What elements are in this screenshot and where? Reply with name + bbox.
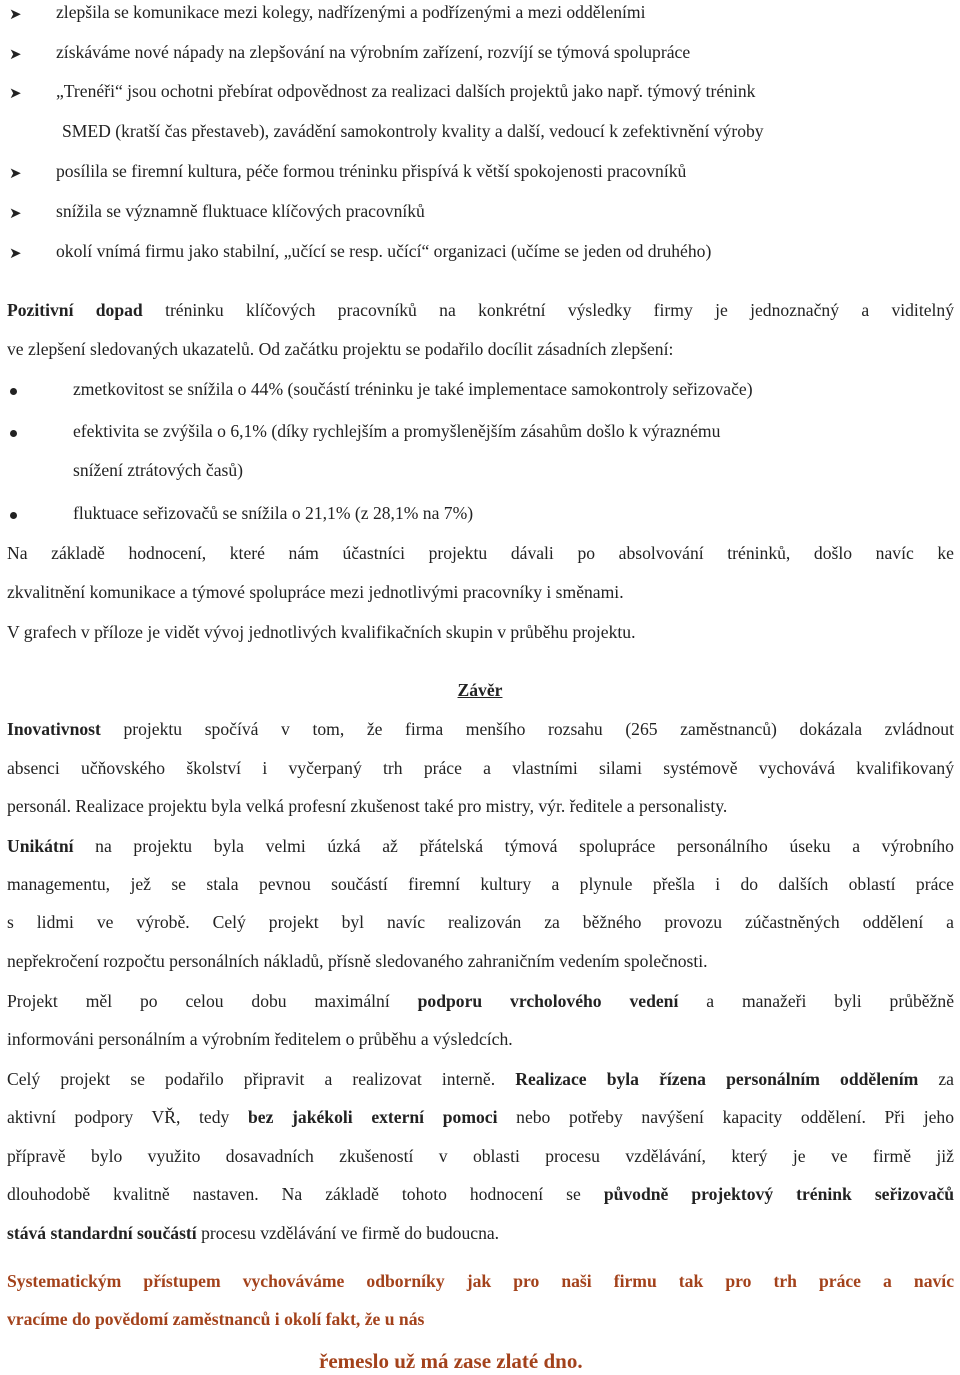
paragraph-line — [0, 914, 960, 938]
internal-bold: bez jakékoli externí pomoci — [247, 1107, 498, 1127]
positive-impact-text: tréninku klíčových pracovníků na konkrétní výsledky firmy je jednoznačný a viditelný — [165, 300, 954, 320]
list-item-text: zlepšila se komunikace mezi kolegy, nadřízenými a podřízenými a mezi odděleními — [56, 2, 646, 22]
paragraph-line — [0, 302, 960, 326]
paragraph-line — [0, 1273, 960, 1297]
paragraph-line — [0, 1186, 960, 1210]
positive-impact-line — [7, 302, 954, 320]
unique-text: na projektu byla velmi úzká až přátelská týmová spolupráce personálního úseku a výrobního — [95, 836, 954, 856]
unique-text: managementu, jež se stala pevnou součástí firemní kultury a plynule přešla i do dalších oblastí práce — [7, 874, 954, 894]
internal-text: přípravě bylo využito dosavadních zkušeností v oblasti procesu vzdělávání, který je ve firmě již — [7, 1146, 954, 1166]
arrow-bullet-icon: ➤ — [9, 204, 22, 222]
paragraph-line — [0, 838, 960, 862]
list-item-text: efektivita se zvýšila o 6,1% (díky rychlejším a promyšlenějším zásahům došlo k výraznému — [73, 421, 721, 441]
arrow-bullet-icon: ➤ — [9, 45, 22, 63]
support-line — [7, 993, 954, 1011]
list-item — [0, 44, 960, 68]
list-item-text: SMED (kratší čas přestaveb), zavádění samokontroly kvality a další, vedoucí k zefektivnění výroby — [62, 121, 764, 141]
unique-bold: Unikátní — [7, 836, 74, 856]
unique-text: nepřekročení rozpočtu personálních nákladů, přísně sledovaného zahraničním vedením společnosti. — [7, 951, 708, 971]
internal-text: za — [938, 1069, 954, 1089]
arrow-bullet-icon: ➤ — [9, 164, 22, 182]
paragraph-line — [0, 760, 960, 784]
support-text: a manažeři byli průběžně — [706, 991, 955, 1011]
list-item — [0, 203, 960, 227]
closing-text: Systematickým přístupem vychováváme odborníky jak pro naši firmu tak pro trh práce a navíc — [7, 1271, 954, 1291]
innovation-bold: Inovativnost — [7, 719, 101, 739]
paragraph-line — [0, 1031, 960, 1055]
paragraph-line — [0, 1071, 960, 1095]
arrow-bullet-icon: ➤ — [9, 5, 22, 23]
paragraph-line — [0, 624, 960, 648]
internal-line — [7, 1071, 954, 1089]
evaluation-text: Na základě hodnocení, které nám účastníci projektu dávali po absolvování tréninků, došlo navíc ke — [7, 543, 954, 563]
closing-text: vracíme do povědomí zaměstnanců i okolí fakt, že u nás — [7, 1309, 425, 1329]
list-item-text: získáváme nové nápady na zlepšování na výrobním zařízení, rozvíjí se týmová spolupráce — [56, 42, 691, 62]
internal-text: nebo potřeby navýšení kapacity oddělení. Při jeho — [516, 1107, 954, 1127]
list-item — [0, 505, 960, 529]
paragraph-line — [0, 1351, 960, 1375]
list-item-text: fluktuace seřizovačů se snížila o 21,1% (z 28,1% na 7%) — [73, 503, 474, 523]
paragraph-line — [0, 545, 960, 569]
round-bullet-icon — [10, 430, 17, 437]
list-item-text: snížila se významně fluktuace klíčových pracovníků — [56, 201, 425, 221]
list-item-text: okolí vnímá firmu jako stabilní, „učící se resp. učící“ organizaci (učíme se jeden od druhého) — [56, 241, 712, 261]
positive-impact-text: ve zlepšení sledovaných ukazatelů. Od začátku projektu se podařilo docílit zásadních zlepšení: — [7, 339, 674, 359]
positive-impact-bold: Pozitivní dopad — [7, 300, 143, 320]
list-item — [0, 83, 960, 107]
paragraph-line — [0, 798, 960, 822]
paragraph-line — [0, 1109, 960, 1133]
round-bullet-icon — [10, 512, 17, 519]
closing-motto: řemeslo už má zase zlaté dno. — [319, 1349, 583, 1373]
support-text: Projekt měl po celou dobu maximální — [7, 991, 390, 1011]
unique-line — [7, 838, 954, 856]
internal-bold: původně projektový trénink seřizovačů — [603, 1184, 954, 1204]
section-heading — [0, 682, 960, 706]
internal-text: aktivní podpory VŘ, tedy — [7, 1107, 230, 1127]
internal-line — [7, 1109, 954, 1127]
paragraph-line — [0, 876, 960, 900]
list-item — [0, 163, 960, 187]
arrow-bullet-icon: ➤ — [9, 84, 22, 102]
list-item-text: zmetkovitost se snížila o 44% (součástí tréninku je také implementace samokontroly seřizovače) — [73, 379, 753, 399]
list-item — [0, 423, 960, 447]
internal-bold: stává standardní součástí — [7, 1223, 197, 1243]
internal-bold: Realizace byla řízena personálním oddělením — [515, 1069, 919, 1089]
internal-text: dlouhodobě kvalitně nastaven. Na základě tohoto hodnocení se — [7, 1184, 581, 1204]
evaluation-text: V grafech v příloze je vidět vývoj jednotlivých kvalifikačních skupin v průběhu projektu. — [7, 622, 636, 642]
list-item — [0, 381, 960, 405]
list-item-continuation — [0, 123, 960, 147]
list-item-text: „Trenéři“ jsou ochotni přebírat odpovědnost za realizaci dalších projektů jako např. týmový trénink — [56, 81, 756, 101]
internal-line — [7, 1225, 499, 1243]
internal-line — [7, 1186, 954, 1204]
list-item — [0, 243, 960, 267]
list-item-continuation — [0, 462, 960, 486]
paragraph-line — [0, 953, 960, 977]
paragraph-line — [0, 584, 960, 608]
internal-text: Celý projekt se podařilo připravit a realizovat interně. — [7, 1069, 496, 1089]
innovation-line — [7, 721, 954, 739]
innovation-text: projektu spočívá v tom, že firma menšího rozsahu (265 zaměstnanců) dokázala zvládnout — [123, 719, 954, 739]
internal-text: procesu vzdělávání ve firmě do budoucna. — [201, 1223, 500, 1243]
paragraph-line — [0, 721, 960, 745]
innovation-text: personál. Realizace projektu byla velká profesní zkušenost také pro mistry, výr. ředitele a personalisty. — [7, 796, 728, 816]
list-item — [0, 4, 960, 28]
paragraph-line — [0, 993, 960, 1017]
paragraph-line — [0, 341, 960, 365]
support-text: informováni personálním a výrobním ředitelem o průběhu a výsledcích. — [7, 1029, 513, 1049]
list-item-text: posílila se firemní kultura, péče formou tréninku přispívá k větší spokojenosti pracovníků — [56, 161, 687, 181]
arrow-bullet-icon: ➤ — [9, 244, 22, 262]
paragraph-line — [0, 1311, 960, 1335]
round-bullet-icon — [10, 388, 17, 395]
evaluation-text: zkvalitnění komunikace a týmové spolupráce mezi jednotlivými pracovníky i směnami. — [7, 582, 624, 602]
innovation-text: absenci učňovského školství i vyčerpaný trh práce a vlastními silami systémově vychovává kvalifikovaný — [7, 758, 954, 778]
conclusion-title: Závěr — [457, 680, 503, 700]
unique-text: s lidmi ve výrobě. Celý projekt byl navíc realizován za běžného provozu zúčastněných oddělení a — [7, 912, 954, 932]
support-bold: podporu vrcholového vedení — [417, 991, 679, 1011]
paragraph-line — [0, 1148, 960, 1172]
list-item-text: snížení ztrátových časů) — [73, 460, 244, 480]
paragraph-line — [0, 1225, 960, 1249]
